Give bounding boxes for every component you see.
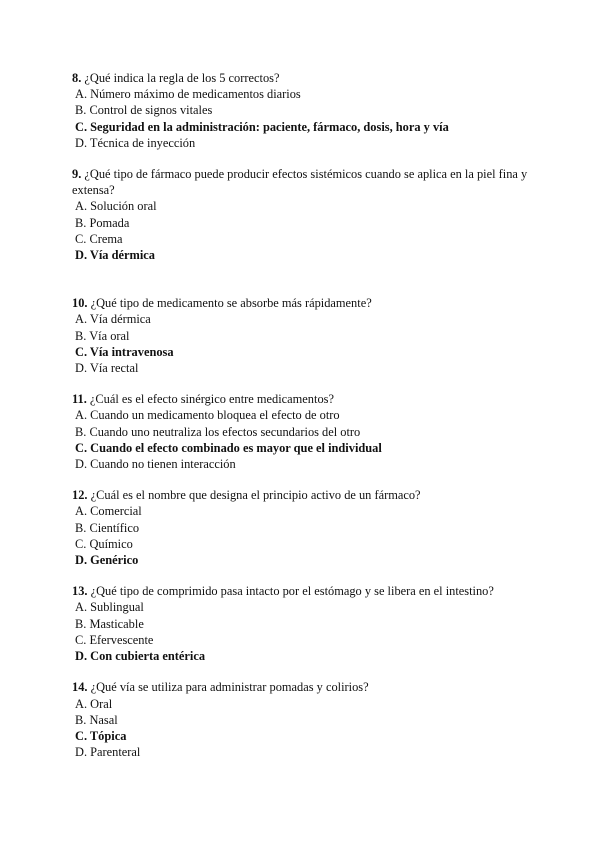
question-13 [72, 583, 542, 664]
question-text: ¿Cuál es el nombre que designa el principio activo de un fármaco? [90, 488, 421, 503]
option-d-correct: D. Vía dérmica [75, 248, 155, 263]
question-text: ¿Qué tipo de comprimido pasa intacto por el estómago y se libera en el intestino? [90, 584, 494, 599]
question-stem [72, 679, 542, 695]
question-text: ¿Qué tipo de fármaco puede producir efectos sistémicos cuando se aplica en la piel fina y extensa? [72, 167, 528, 198]
option-c-correct: C. Tópica [75, 728, 127, 743]
option-d: D. Cuando no tienen interacción [75, 457, 236, 472]
question-8 [72, 70, 542, 151]
option-a: A. Cuando un medicamento bloquea el efecto de otro [75, 408, 340, 423]
question-number: 13. [72, 584, 88, 599]
option-c-correct: C. Vía intravenosa [75, 344, 174, 359]
option-b: B. Masticable [75, 616, 144, 631]
option-b: B. Científico [75, 520, 140, 535]
question-12 [72, 487, 542, 568]
option-d: D. Vía rectal [75, 361, 139, 376]
question-text: ¿Qué indica la regla de los 5 correctos? [84, 71, 280, 85]
question-10 [72, 295, 542, 376]
question-stem [72, 583, 542, 599]
question-stem [72, 70, 542, 86]
question-number: 10. [72, 296, 88, 311]
option-b: B. Cuando uno neutraliza los efectos secundarios del otro [75, 424, 361, 439]
option-c: C. Crema [75, 231, 123, 246]
question-stem [72, 487, 542, 503]
question-number: 11. [72, 392, 87, 407]
question-number: 12. [72, 488, 88, 503]
question-stem [72, 166, 542, 198]
option-a: A. Oral [75, 696, 113, 711]
question-number: 9. [72, 167, 82, 182]
question-text: ¿Cuál es el efecto sinérgico entre medicamentos? [89, 392, 334, 407]
option-d: D. Técnica de inyección [75, 135, 196, 150]
option-d-correct: D. Genérico [75, 553, 139, 568]
question-number: 14. [72, 680, 88, 695]
option-a: A. Comercial [75, 504, 142, 519]
option-c: C. Químico [75, 536, 133, 551]
option-c-correct: C. Seguridad en la administración: paciente, fármaco, dosis, hora y vía [75, 119, 449, 134]
option-b: B. Pomada [75, 215, 130, 230]
question-stem [72, 295, 542, 311]
question-stem [72, 391, 542, 407]
quiz-page [72, 70, 542, 760]
option-b: B. Nasal [75, 712, 118, 727]
option-b: B. Vía oral [75, 328, 130, 343]
option-c: C. Efervescente [75, 632, 154, 647]
question-14 [72, 679, 542, 760]
option-a: A. Solución oral [75, 199, 157, 214]
option-d: D. Parenteral [75, 745, 141, 760]
option-c-correct: C. Cuando el efecto combinado es mayor que el individual [75, 440, 382, 455]
option-b: B. Control de signos vitales [75, 103, 213, 118]
option-d-correct: D. Con cubierta entérica [75, 649, 206, 664]
question-9 [72, 166, 542, 263]
question-number: 8. [72, 71, 82, 85]
option-a: A. Número máximo de medicamentos diarios [75, 87, 301, 102]
question-11 [72, 391, 542, 472]
option-a: A. Sublingual [75, 600, 144, 615]
question-text: ¿Qué tipo de medicamento se absorbe más rápidamente? [90, 296, 372, 311]
option-a: A. Vía dérmica [75, 312, 151, 327]
question-text: ¿Qué vía se utiliza para administrar pomadas y colirios? [90, 680, 369, 695]
